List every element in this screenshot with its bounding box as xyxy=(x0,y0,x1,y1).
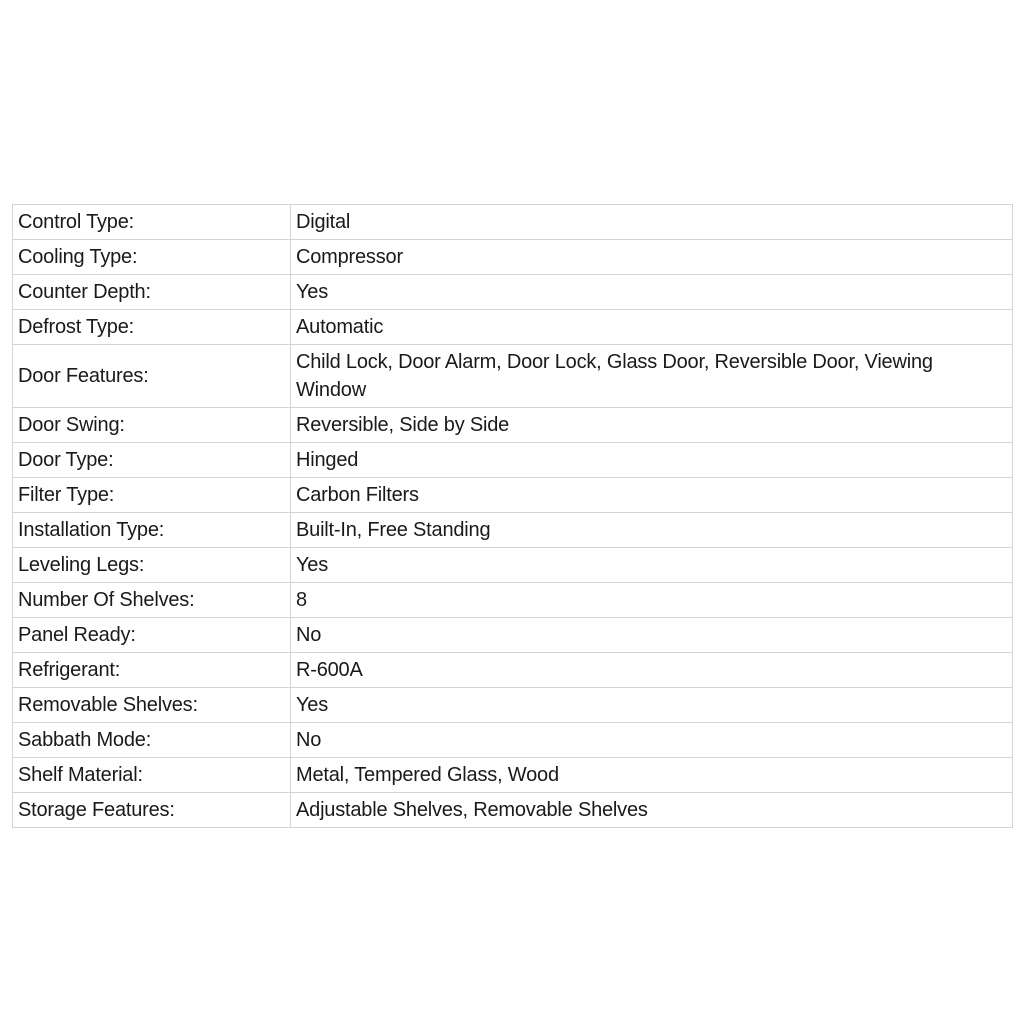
spec-value: Yes xyxy=(291,688,1013,723)
spec-row-counter-depth xyxy=(13,275,1013,310)
spec-row-sabbath-mode xyxy=(13,723,1013,758)
spec-label: Shelf Material: xyxy=(13,758,291,793)
spec-label: Cooling Type: xyxy=(13,240,291,275)
spec-row-door-swing xyxy=(13,408,1013,443)
spec-row-installation-type xyxy=(13,513,1013,548)
spec-label: Door Features: xyxy=(13,345,291,408)
spec-label: Refrigerant: xyxy=(13,653,291,688)
spec-row-door-features xyxy=(13,345,1013,408)
spec-label: Sabbath Mode: xyxy=(13,723,291,758)
spec-value: Compressor xyxy=(291,240,1013,275)
spec-row-cooling-type xyxy=(13,240,1013,275)
spec-label: Filter Type: xyxy=(13,478,291,513)
spec-row-door-type xyxy=(13,443,1013,478)
spec-value: Hinged xyxy=(291,443,1013,478)
spec-value: Yes xyxy=(291,548,1013,583)
spec-row-defrost-type xyxy=(13,310,1013,345)
spec-row-shelf-material xyxy=(13,758,1013,793)
spec-value: Automatic xyxy=(291,310,1013,345)
spec-row-storage-features xyxy=(13,793,1013,828)
spec-value: Reversible, Side by Side xyxy=(291,408,1013,443)
spec-row-leveling-legs xyxy=(13,548,1013,583)
specifications-body xyxy=(13,205,1013,828)
spec-label: Door Type: xyxy=(13,443,291,478)
spec-label: Number Of Shelves: xyxy=(13,583,291,618)
spec-value: Built-In, Free Standing xyxy=(291,513,1013,548)
spec-value: 8 xyxy=(291,583,1013,618)
spec-row-refrigerant xyxy=(13,653,1013,688)
spec-value: No xyxy=(291,618,1013,653)
spec-row-number-of-shelves xyxy=(13,583,1013,618)
spec-row-panel-ready xyxy=(13,618,1013,653)
spec-label: Installation Type: xyxy=(13,513,291,548)
spec-label: Storage Features: xyxy=(13,793,291,828)
spec-label: Defrost Type: xyxy=(13,310,291,345)
spec-value: Carbon Filters xyxy=(291,478,1013,513)
spec-value: Metal, Tempered Glass, Wood xyxy=(291,758,1013,793)
spec-row-removable-shelves xyxy=(13,688,1013,723)
spec-value: Adjustable Shelves, Removable Shelves xyxy=(291,793,1013,828)
spec-value: No xyxy=(291,723,1013,758)
spec-label: Door Swing: xyxy=(13,408,291,443)
spec-label: Removable Shelves: xyxy=(13,688,291,723)
spec-row-filter-type xyxy=(13,478,1013,513)
spec-value: R-600A xyxy=(291,653,1013,688)
spec-row-control-type xyxy=(13,205,1013,240)
spec-value: Child Lock, Door Alarm, Door Lock, Glass Door, Reversible Door, Viewing Window xyxy=(291,345,1013,408)
spec-label: Counter Depth: xyxy=(13,275,291,310)
specifications-table xyxy=(12,204,1013,828)
spec-value: Yes xyxy=(291,275,1013,310)
spec-label: Leveling Legs: xyxy=(13,548,291,583)
spec-value: Digital xyxy=(291,205,1013,240)
spec-label: Panel Ready: xyxy=(13,618,291,653)
spec-label: Control Type: xyxy=(13,205,291,240)
